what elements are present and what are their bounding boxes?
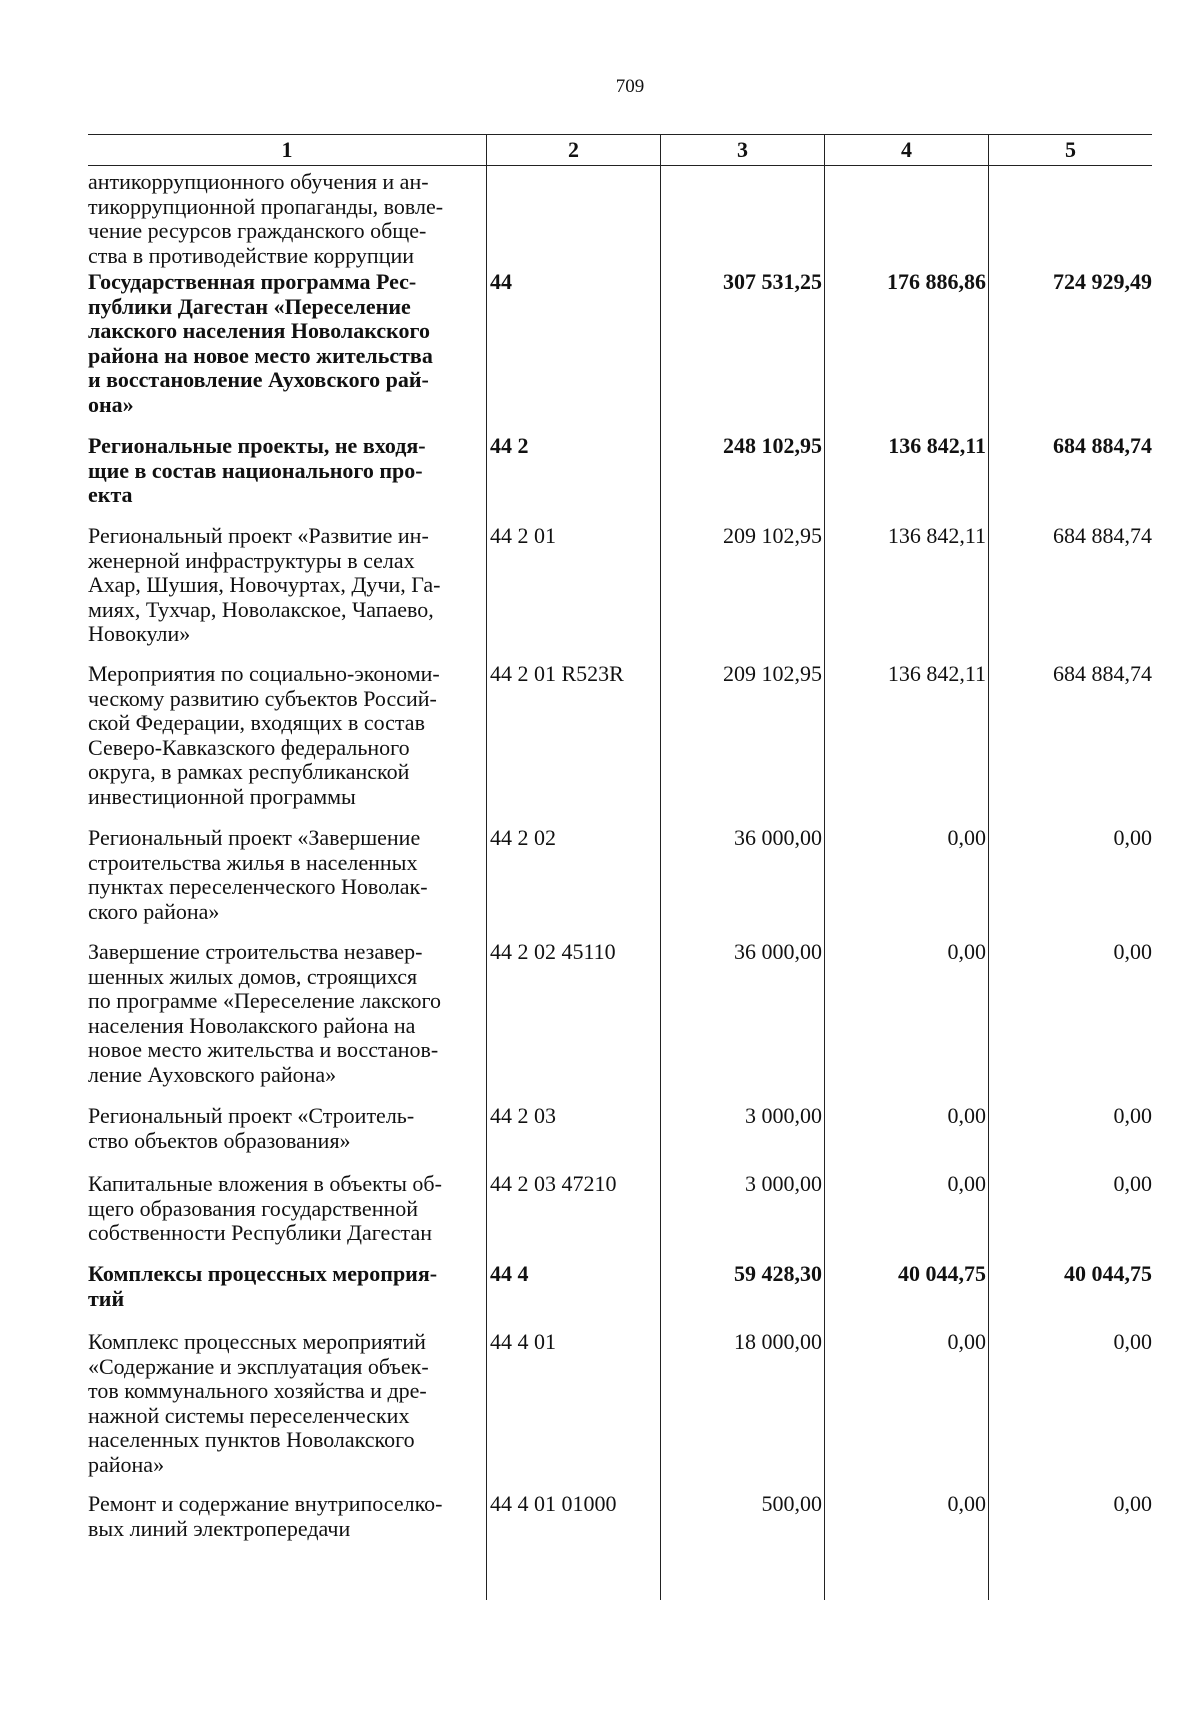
row-value-3: 59 428,30 <box>734 1261 822 1286</box>
row-value-4 <box>824 170 988 270</box>
table-row <box>88 826 1152 940</box>
row-value-3: 3 000,00 <box>745 1103 822 1128</box>
row-value-5: 40 044,75 <box>1064 1261 1152 1286</box>
row-code: 44 4 <box>490 1261 529 1286</box>
row-code: 44 2 03 47210 <box>490 1171 617 1196</box>
row-code <box>486 170 660 270</box>
row-name: Завершение строительства незавер- шенных жилых домов, строящихся по программе «Переселение лакского населения Новолакского района на новое место жительства и восстанов- ление Ауховского района» <box>88 939 441 1087</box>
row-value-5 <box>988 170 1152 270</box>
row-value-3: 307 531,25 <box>723 269 822 294</box>
row-value-5: 684 884,74 <box>1053 523 1152 548</box>
row-value-5: 0,00 <box>1113 1491 1152 1516</box>
row-value-3: 248 102,95 <box>723 433 822 458</box>
row-value-5: 684 884,74 <box>1053 433 1152 458</box>
row-code: 44 2 <box>490 433 529 458</box>
table-row <box>88 434 1152 524</box>
page-number: 709 <box>615 76 645 97</box>
row-name: Региональный проект «Строитель- ство объектов образования» <box>88 1103 415 1153</box>
row-name: Ремонт и содержание внутрипоселко- вых линий электропередачи <box>88 1491 443 1541</box>
row-value-4: 0,00 <box>947 1329 986 1354</box>
table-row <box>88 1330 1152 1492</box>
row-value-4: 0,00 <box>947 1491 986 1516</box>
budget-table <box>88 134 1152 1600</box>
row-name: Комплексы процессных мероприя- тий <box>88 1261 438 1311</box>
row-code: 44 4 01 <box>490 1329 556 1354</box>
header-col-1: 1 <box>281 137 293 162</box>
row-value-5: 0,00 <box>1113 825 1152 850</box>
table-row <box>88 170 1152 270</box>
row-value-5: 724 929,49 <box>1053 269 1152 294</box>
row-value-4: 0,00 <box>947 825 986 850</box>
row-value-4: 136 842,11 <box>887 523 986 548</box>
table-row <box>88 1172 1152 1262</box>
table-row <box>88 940 1152 1104</box>
row-code: 44 2 01 R523R <box>490 661 624 686</box>
header-col-5: 5 <box>988 135 1152 165</box>
row-code: 44 2 01 <box>490 523 556 548</box>
row-name: Региональный проект «Развитие ин- женерной инфраструктуры в селах Ахар, Шушия, Новочуртах, Дучи, Га- миях, Тухчар, Новолакское, Чапаево, Новокули» <box>88 523 441 647</box>
table-row <box>88 524 1152 662</box>
row-value-3: 3 000,00 <box>745 1171 822 1196</box>
row-value-3: 36 000,00 <box>734 825 822 850</box>
row-value-3: 18 000,00 <box>734 1329 822 1354</box>
table-body <box>88 166 1152 1600</box>
row-value-5: 0,00 <box>1113 1103 1152 1128</box>
row-code: 44 2 02 <box>490 825 556 850</box>
table-row <box>88 270 1152 420</box>
header-col-4: 4 <box>824 135 988 165</box>
row-value-3: 209 102,95 <box>723 661 822 686</box>
row-name: Региональный проект «Завершение строительства жилья в населенных пунктах переселенческого Новолак- ского района» <box>88 825 428 924</box>
row-value-5: 0,00 <box>1113 1171 1152 1196</box>
table-row <box>88 662 1152 826</box>
row-name: Капитальные вложения в объекты об- щего образования государственной собственности Республики Дагестан <box>88 1171 442 1246</box>
row-value-5: 0,00 <box>1113 939 1152 964</box>
row-code: 44 4 01 01000 <box>490 1491 617 1516</box>
row-value-4: 136 842,11 <box>887 661 986 686</box>
row-name: Мероприятия по социально-экономи- ческому развитию субъектов Россий- ской Федерации, входящих в состав Северо-Кавказского федерального округа, в рамках республиканской инвестиционной программы <box>88 661 440 809</box>
row-value-4: 136 842,11 <box>888 433 986 458</box>
row-value-3: 500,00 <box>761 1491 822 1516</box>
row-value-4: 0,00 <box>947 1103 986 1128</box>
row-value-3: 36 000,00 <box>734 939 822 964</box>
row-name: антикоррупционного обучения и ан- тикоррупционной пропаганды, вовле- чение ресурсов гражданского обще- ства в противодействие коррупции <box>88 169 444 268</box>
row-code: 44 2 03 <box>490 1103 556 1128</box>
row-value-4: 0,00 <box>947 1171 986 1196</box>
row-value-4: 40 044,75 <box>898 1261 986 1286</box>
header-col-3: 3 <box>660 135 824 165</box>
table-row <box>88 1492 1152 1574</box>
row-value-5: 684 884,74 <box>1053 661 1152 686</box>
row-value-4: 0,00 <box>947 939 986 964</box>
table-row <box>88 1104 1152 1172</box>
row-value-4: 176 886,86 <box>887 269 986 294</box>
header-col-2: 2 <box>486 135 660 165</box>
table-row <box>88 1262 1152 1330</box>
table-header <box>88 134 1152 166</box>
row-name: Государственная программа Рес- публики Дагестан «Переселение лакского населения Новолакского района на новое место жительства и восстановление Ауховского рай- она» <box>88 269 433 417</box>
row-value-5: 0,00 <box>1113 1329 1152 1354</box>
row-code: 44 <box>490 269 512 294</box>
row-value-3 <box>660 170 824 270</box>
row-name: Комплекс процессных мероприятий «Содержание и эксплуатация объек- тов коммунального хозяйства и дре- нажной системы переселенческих населенных пунктов Новолакского района» <box>88 1329 429 1477</box>
row-code: 44 2 02 45110 <box>490 939 616 964</box>
row-name: Региональные проекты, не входя- щие в состав национального про- екта <box>88 433 426 508</box>
row-value-3: 209 102,95 <box>723 523 822 548</box>
